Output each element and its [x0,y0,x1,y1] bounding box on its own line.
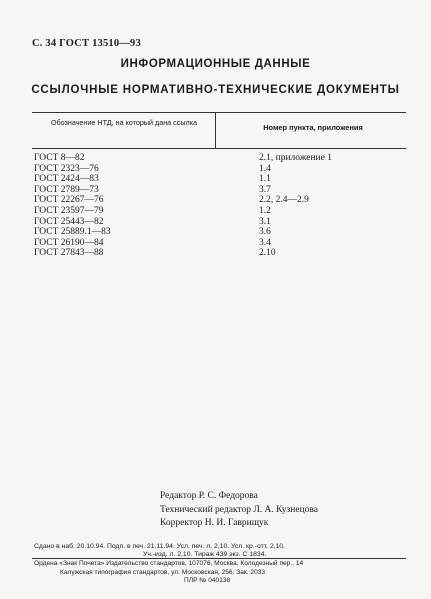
clause-reference: 1.2 [259,205,271,216]
table-row [34,238,404,249]
clause-reference: 3.6 [259,227,271,238]
document-code: ГОСТ 22267—76 [34,195,104,206]
section-subtitle: ССЫЛОЧНЫЕ НОРМАТИВНО-ТЕХНИЧЕСКИЕ ДОКУМЕНТЫ [31,84,400,96]
column-header-document: Обозначение НТД, на который дана ссылка [50,118,198,127]
table-row [34,217,404,228]
table-top-rule [32,112,406,113]
clause-reference: 2.2, 2.4—2.9 [259,195,309,206]
document-code: ГОСТ 2424—83 [34,174,99,185]
document-code: ГОСТ 2323—76 [34,163,99,174]
publication-line-2: Уч.-изд. л. 2,10. Тираж 439 экз. С 1834. [143,551,267,558]
table-row [34,153,404,164]
running-head: С. 34 ГОСТ 13510—93 [32,38,141,49]
editor-credit: Редактор Р. С. Федорова [160,491,258,501]
document-code: ГОСТ 25889.1—83 [34,227,111,238]
document-code: ГОСТ 27843—88 [34,248,104,259]
column-header-clause: Номер пункта, приложения [263,123,363,132]
document-code: ГОСТ 25443—82 [34,216,104,227]
clause-reference: 1.1 [259,174,271,185]
table-row [34,206,404,217]
imprint-rule [32,558,406,559]
table-row [34,227,404,238]
table-column-divider [215,112,216,148]
document-code: ГОСТ 8—82 [34,153,85,163]
table-row [34,164,404,175]
table-row [34,174,404,185]
clause-reference: 3.7 [259,184,271,195]
document-code: ГОСТ 26190—84 [34,237,104,248]
document-code: ГОСТ 2789—73 [34,184,99,195]
section-title: ИНФОРМАЦИОННЫЕ ДАННЫЕ [120,58,311,70]
proofreader-credit: Корректор Н. И. Гаврищук [160,518,269,528]
reference-table-body [34,153,404,259]
publication-line-1: Сдано в наб. 20.10.94. Подп. в печ. 21.11.94. Усл. печ. л. 2,10. Усл. кр.-отт. 2,10. [34,543,285,550]
table-header-rule [32,148,406,149]
editorial-credits [160,490,318,531]
table-row [34,195,404,206]
clause-reference: 2.10 [259,248,276,259]
table-row [34,185,404,196]
publisher-imprint [34,560,406,586]
printer-line: Калужская типография стандартов, ул. Московская, 256. Зак. 2033 [60,568,266,576]
table-row [34,248,404,259]
publisher-line: Ордена «Знак Почета» Издательство стандартов, 107076, Москва, Колодезный пер., 14 [34,560,304,567]
clause-reference: 3.4 [259,237,271,248]
license-line: ПЛР № 040138 [184,577,231,585]
tech-editor-credit: Технический редактор Л. А. Кузнецова [160,504,318,515]
document-code: ГОСТ 23597—79 [34,205,104,216]
clause-reference: 1.4 [259,163,271,174]
clause-reference: 2.1, приложение 1 [259,153,332,163]
clause-reference: 3.1 [259,216,271,227]
